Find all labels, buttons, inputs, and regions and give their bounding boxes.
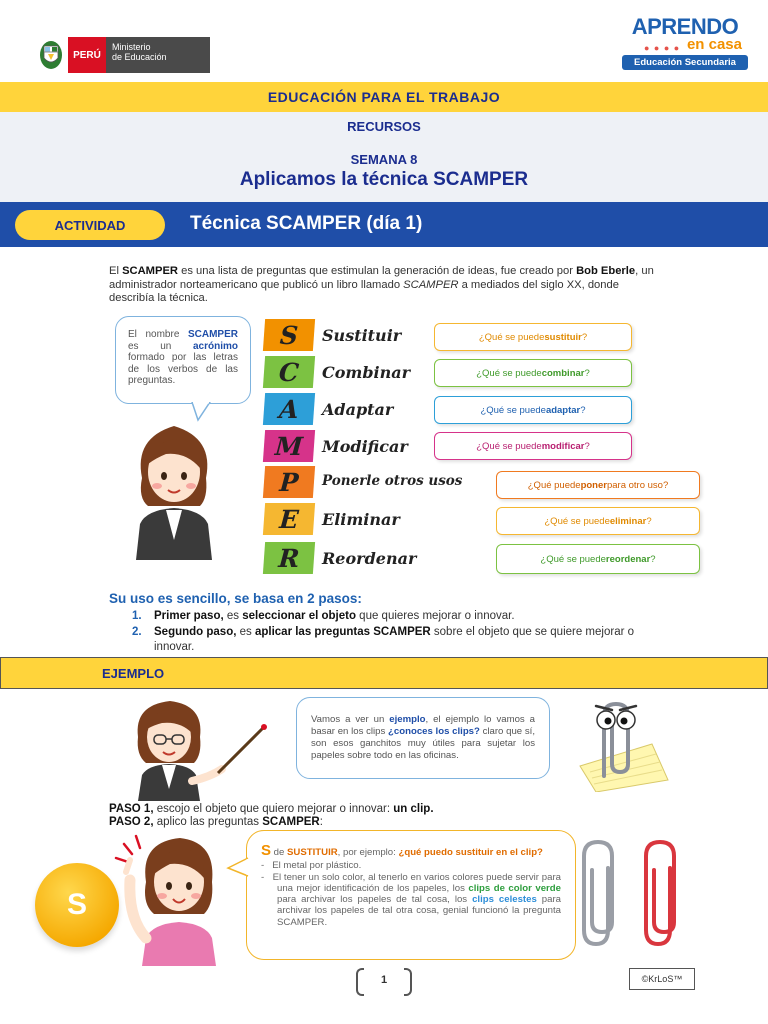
- step-bold: aplicar las preguntas SCAMPER: [254, 625, 431, 638]
- paso-label: PASO 2,: [109, 816, 154, 828]
- letter-s-badge: S: [35, 863, 119, 947]
- bullet-text: para archivar los papeles de tal otra cosa, genial funcionó la pregunta SCAMPER.: [277, 894, 561, 928]
- ministerio-label: [106, 37, 210, 73]
- bubble3-heading: [261, 842, 561, 859]
- logo-title: APRENDO: [631, 14, 739, 39]
- activity-band: [0, 202, 768, 247]
- sustituir-speech-bubble: [246, 830, 576, 960]
- question-keyword: reordenar: [605, 553, 651, 565]
- week-label: SEMANA 8: [350, 152, 418, 167]
- scamper-word: Adaptar: [322, 400, 394, 419]
- step-bold: seleccionar el objeto: [242, 610, 356, 622]
- clip-character-icon: [556, 694, 674, 792]
- ejemplo-bar: EJEMPLO: [0, 657, 768, 689]
- bullet-green: clips de color verde: [468, 882, 561, 894]
- question-text: ?: [650, 553, 656, 565]
- acronym-speech-bubble: [115, 316, 251, 404]
- bubble3-bullet: - El metal por plástico.: [261, 860, 362, 872]
- teacher-pointer-illustration-icon: [130, 697, 270, 801]
- bullet-blue: clips celestes: [472, 894, 537, 906]
- question-text: ¿Qué puede: [527, 479, 581, 491]
- question-keyword: combinar: [541, 367, 585, 379]
- ministerio-line2: de Educación: [112, 52, 167, 62]
- peru-label: PERÚ: [68, 37, 106, 73]
- activity-pill: ACTIVIDAD: [15, 210, 165, 240]
- step-number: 2.: [132, 625, 142, 638]
- bubble-tail-icon: [226, 856, 250, 878]
- intro-text: , un administrador norteamericano que publicó un libro llamado: [109, 265, 654, 291]
- step-bold: Segundo paso,: [154, 625, 237, 638]
- scamper-word: Combinar: [322, 363, 411, 382]
- bullet-text: El metal por plástico.: [272, 860, 362, 872]
- minedu-logo: [36, 37, 210, 73]
- step-bold: Primer paso,: [154, 610, 224, 622]
- step-text: es: [223, 610, 243, 622]
- scamper-letter-p: P: [263, 466, 315, 498]
- bubble-text: formado por las letras de los verbos de las preguntas.: [128, 352, 238, 386]
- bubble-text: Vamos a ver un: [311, 714, 390, 725]
- bubble-question: ¿qué puedo sustituir en el clip?: [398, 847, 543, 858]
- logo-subtitle: en casa: [686, 36, 742, 53]
- peru-shield-icon: [36, 37, 66, 73]
- paso-1: [109, 803, 434, 816]
- question-text: ?: [581, 331, 588, 343]
- question-keyword: modificar: [541, 440, 585, 452]
- question-keyword: eliminar: [609, 515, 647, 527]
- ministerio-line1: Ministerio: [112, 42, 151, 52]
- step-text: es: [236, 625, 255, 638]
- title-band: [0, 112, 768, 202]
- scamper-question-box: [496, 544, 700, 574]
- scamper-word: Eliminar: [322, 510, 400, 529]
- question-keyword: poner: [580, 479, 607, 491]
- bubble-text: es un: [128, 340, 193, 352]
- question-text: ¿Qué se puede: [480, 404, 546, 416]
- scamper-letter-s: S: [263, 319, 315, 351]
- paso-text: escojo el objeto que quiero mejorar o innovar:: [153, 803, 394, 815]
- paso-label: PASO 1,: [109, 803, 154, 815]
- scamper-letter-r: R: [263, 542, 315, 574]
- paso-text: :: [319, 816, 323, 828]
- question-text: ¿Qué se puede: [540, 553, 606, 565]
- bubble-highlight: ejemplo: [389, 714, 426, 725]
- bubble-text: El nombre: [128, 329, 188, 340]
- grey-paperclip-icon: [578, 838, 622, 950]
- scamper-question-box: [496, 507, 700, 535]
- question-keyword: sustituir: [544, 331, 582, 343]
- subject-title: EDUCACIÓN PARA EL TRABAJO: [267, 89, 501, 105]
- intro-paragraph: [109, 265, 659, 306]
- question-text: ¿Qué se puede: [476, 367, 542, 379]
- bubble-highlight: SCAMPER: [187, 329, 238, 340]
- intro-text: a mediados del siglo XX, donde describía la técnica.: [109, 278, 619, 304]
- question-text: para otro uso?: [606, 479, 669, 491]
- intro-bold: SCAMPER: [122, 265, 179, 277]
- scamper-question-box: [496, 471, 700, 499]
- bubble-text: claro que sí, son esos ganchitos muy útiles para sujetar los papeles sobre todo en las oficinas.: [311, 726, 535, 761]
- bubble-keyword: SUSTITUIR: [287, 847, 338, 858]
- bubble-text: de: [271, 847, 288, 858]
- bullet-text: El tener un solo color, al tenerlo en varios colores puede servir para una mejor identificación de los papeles, los: [272, 871, 561, 894]
- scamper-letter-c: C: [263, 356, 315, 388]
- paso-object: SCAMPER: [262, 816, 320, 828]
- uso-title: Su uso es sencillo, se basa en 2 pasos:: [109, 591, 362, 606]
- scamper-letter-m: M: [263, 430, 315, 462]
- question-text: ?: [646, 515, 652, 527]
- letter-s: S: [261, 842, 272, 859]
- scamper-word: Sustituir: [322, 326, 402, 345]
- subject-band: [0, 82, 768, 112]
- question-text: ¿Qué se puede: [544, 515, 610, 527]
- bubble3-bullet: - El tener un solo color, al tenerlo en varios colores puede servir para una mejor identificación de los papeles, los clips de color verde para archivar los papeles de tal cosa, los clips celestes para archivar los papeles de tal otra cosa, genial funcionó la pregunta SCAMPER.: [261, 871, 561, 928]
- step-text: sobre el objeto que se quiere mejorar o innovar.: [154, 625, 635, 653]
- intro-text: es una lista de preguntas que estimulan la generación de ideas, fue creado por: [178, 265, 577, 277]
- page-title: Aplicamos la técnica SCAMPER: [239, 169, 529, 190]
- scamper-question-box: [434, 432, 632, 460]
- intro-italic: SCAMPER: [403, 278, 459, 291]
- logo-dots-icon: ● ● ● ●: [644, 43, 681, 53]
- red-paperclip-icon: [640, 838, 684, 950]
- activity-title: Técnica SCAMPER (día 1): [190, 213, 423, 234]
- scamper-question-box: [434, 323, 632, 351]
- bubble-highlight: ¿conoces los clips?: [388, 726, 480, 737]
- question-text: ?: [580, 404, 586, 416]
- step-item: [132, 625, 672, 656]
- bubble-highlight: acrónimo: [192, 340, 238, 352]
- question-text: ¿Qué se puede: [478, 331, 545, 343]
- scamper-word: Modificar: [322, 437, 408, 456]
- bullet-text: para archivar los papeles de tal cosa, los: [277, 894, 473, 906]
- bubble-text: , el ejemplo lo vamos a basar en los clips: [311, 714, 535, 737]
- step-number: 1.: [132, 610, 142, 622]
- steps-list: [132, 609, 672, 656]
- question-keyword: adaptar: [545, 404, 581, 416]
- scamper-question-box: [434, 359, 632, 387]
- scamper-question-box: [434, 396, 632, 424]
- teacher-illustration-icon: [126, 418, 222, 560]
- logo-band: Educación Secundaria: [622, 55, 748, 70]
- scamper-letter-a: A: [263, 393, 315, 425]
- scamper-word: Ponerle otros usos: [322, 473, 463, 489]
- intro-bold: Bob Eberle: [576, 265, 636, 277]
- question-text: ¿Qué se puede: [476, 440, 542, 452]
- step-text: que quieres mejorar o innovar.: [355, 610, 515, 622]
- step-item: [132, 609, 672, 625]
- scamper-letter-e: E: [263, 503, 315, 535]
- teacher-pointing-illustration-icon: [106, 826, 246, 966]
- bubble-text: , por ejemplo:: [337, 847, 399, 858]
- aprendo-en-casa-logo: [622, 16, 748, 70]
- paso-object: un clip.: [393, 803, 434, 815]
- scamper-word: Reordenar: [322, 549, 417, 568]
- paso-text: aplico las preguntas: [153, 816, 263, 828]
- section-label: RECURSOS: [347, 119, 421, 134]
- intro-text: El: [109, 265, 123, 277]
- credit-label: ©KrLoS™: [629, 968, 695, 990]
- question-text: ?: [584, 440, 590, 452]
- example-speech-bubble: [296, 697, 550, 779]
- question-text: ?: [584, 367, 590, 379]
- page-number: 1: [356, 966, 412, 994]
